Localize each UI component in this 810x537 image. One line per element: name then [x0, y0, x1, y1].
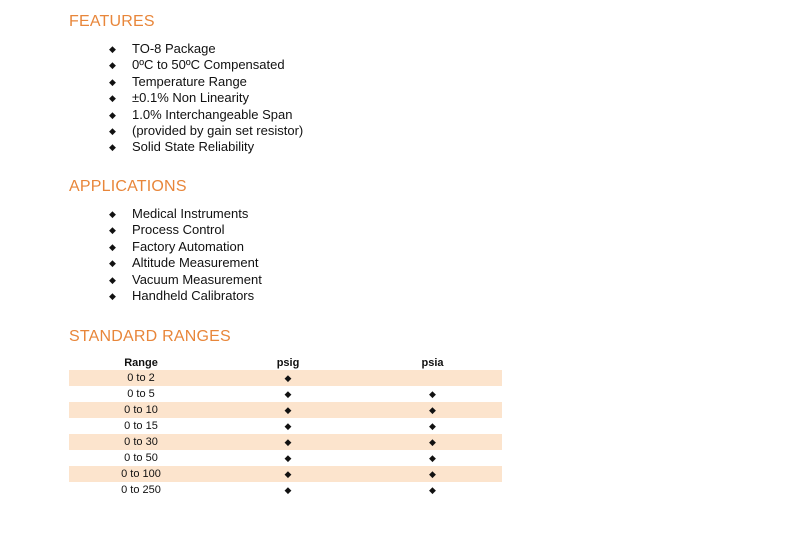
range-cell: 0 to 2: [69, 370, 213, 386]
psia-cell: [363, 402, 502, 418]
diamond-icon: ◆: [429, 469, 436, 479]
bullet-icon: ◆: [109, 93, 116, 104]
table-row: [69, 482, 502, 498]
range-cell: 0 to 100: [69, 466, 213, 482]
list-item: [105, 41, 303, 57]
applications-list: [105, 206, 262, 304]
diamond-icon: ◆: [429, 485, 436, 495]
standard-ranges-table: [69, 355, 502, 498]
table-row: [69, 466, 502, 482]
bullet-icon: ◆: [109, 76, 116, 87]
range-cell: 0 to 50: [124, 452, 158, 464]
list-item: [105, 139, 303, 155]
diamond-icon: ◆: [429, 405, 436, 415]
psig-cell: [213, 386, 363, 402]
list-item: [105, 90, 303, 106]
psia-cell: [363, 466, 502, 482]
application-text: Process Control: [132, 222, 225, 238]
diamond-icon: ◆: [429, 437, 436, 447]
bullet-icon: ◆: [109, 209, 116, 219]
application-text: Altitude Measurement: [132, 255, 259, 271]
psig-column-header: psig: [276, 357, 300, 369]
diamond-icon: ◆: [284, 389, 292, 399]
list-item: [105, 74, 303, 90]
range-cell: 0 to 10: [69, 402, 213, 418]
bullet-icon: ◆: [109, 225, 116, 236]
application-text: Factory Automation: [132, 238, 244, 254]
feature-text: 1.0% Interchangeable Span: [132, 106, 293, 122]
list-item: [105, 272, 262, 288]
bullet-icon: ◆: [109, 258, 116, 269]
range-cell: 0 to 15: [124, 420, 158, 432]
psig-cell: [213, 402, 363, 418]
range-cell: 0 to 30: [69, 434, 213, 450]
diamond-icon: ◆: [284, 469, 292, 479]
table-row: [69, 450, 502, 466]
list-item: [105, 206, 262, 222]
bullet-icon: ◆: [109, 241, 116, 252]
bullet-icon: ◆: [109, 109, 116, 120]
psia-cell: [363, 482, 502, 498]
psia-cell: [363, 434, 502, 450]
psig-cell: [213, 418, 363, 434]
list-item: [105, 123, 303, 139]
applications-heading: APPLICATIONS: [69, 178, 187, 195]
psia-cell: [363, 370, 502, 386]
diamond-icon: ◆: [284, 485, 292, 495]
features-heading: FEATURES: [69, 13, 155, 30]
feature-text: (provided by gain set resistor): [132, 122, 304, 138]
standard-ranges-heading: STANDARD RANGES: [69, 328, 231, 345]
feature-text: Temperature Range: [132, 73, 247, 89]
table-header-row: [69, 355, 502, 370]
psia-cell: [363, 386, 502, 402]
feature-text: 0ºC to 50ºC Compensated: [132, 57, 285, 73]
diamond-icon: ◆: [284, 405, 292, 415]
application-text: Vacuum Measurement: [132, 271, 262, 287]
bullet-icon: ◆: [109, 142, 116, 153]
range-column-header: Range: [124, 357, 158, 369]
bullet-icon: ◆: [109, 125, 116, 136]
table-row: [69, 418, 502, 434]
diamond-icon: ◆: [284, 453, 292, 463]
bullet-icon: ◆: [109, 290, 116, 301]
diamond-icon: ◆: [284, 421, 292, 431]
list-item: [105, 255, 262, 271]
list-item: [105, 222, 262, 238]
diamond-icon: ◆: [284, 437, 292, 447]
psig-cell: [213, 450, 363, 466]
psia-cell: [363, 450, 502, 466]
feature-text: TO-8 Package: [132, 41, 216, 56]
psia-column-header: psia: [421, 357, 444, 369]
application-text: Handheld Calibrators: [132, 287, 255, 303]
diamond-icon: ◆: [429, 389, 436, 399]
diamond-icon: ◆: [284, 373, 292, 383]
psia-cell: [363, 418, 502, 434]
features-list: [105, 41, 303, 156]
psig-cell: [213, 434, 363, 450]
list-item: [105, 107, 303, 123]
bullet-icon: ◆: [109, 60, 116, 71]
list-item: [105, 239, 262, 255]
psig-cell: [213, 466, 363, 482]
table-row: [69, 402, 502, 418]
psig-cell: [213, 482, 363, 498]
range-cell: 0 to 5: [127, 388, 155, 400]
table-row: [69, 386, 502, 402]
feature-text: ±0.1% Non Linearity: [132, 90, 249, 106]
bullet-icon: ◆: [109, 274, 116, 285]
bullet-icon: ◆: [109, 44, 116, 54]
list-item: [105, 288, 262, 304]
table-row: [69, 434, 502, 450]
table-row: [69, 370, 502, 386]
diamond-icon: ◆: [429, 421, 436, 431]
application-text: Medical Instruments: [132, 206, 249, 221]
diamond-icon: ◆: [429, 453, 436, 463]
range-cell: 0 to 250: [121, 484, 161, 496]
feature-text: Solid State Reliability: [132, 139, 255, 155]
psig-cell: [213, 370, 363, 386]
list-item: [105, 57, 303, 73]
